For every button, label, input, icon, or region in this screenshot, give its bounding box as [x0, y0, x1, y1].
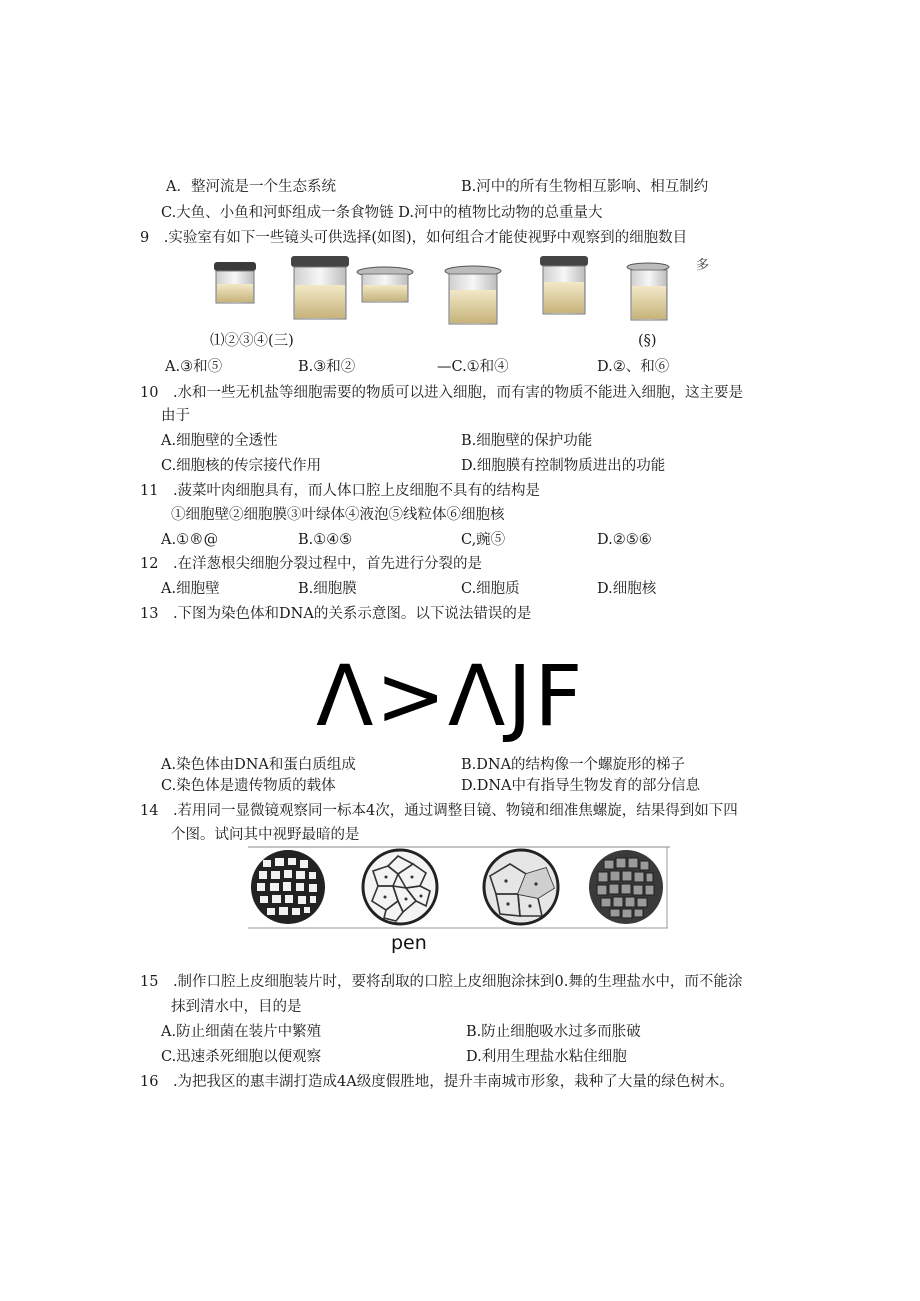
q14-stem-cont: 个图。试问其中视野最暗的是	[171, 827, 360, 843]
q13-stem: 13 .下图为染色体和DNA的关系示意图。以下说法错误的是	[140, 606, 532, 622]
q16-stem: 16 .为把我区的惠丰湖打造成4A级度假胜地，提升丰南城市形象，栽种了大量的绿色树木。	[140, 1074, 734, 1090]
lens-figure	[205, 252, 685, 332]
q11-stem: 11 .菠菜叶肉细胞具有，而人体口腔上皮细胞不具有的结构是	[140, 483, 541, 499]
q9-option-b: B.③和②	[298, 359, 356, 375]
q8-option-a: A．整河流是一个生态系统	[166, 179, 336, 195]
q8-option-b: B.河中的所有生物相互影响、相互制约	[461, 179, 709, 195]
microscope-view-4-icon	[589, 850, 663, 924]
lens-2-icon	[291, 256, 349, 319]
lens-5-icon	[540, 256, 588, 314]
q9-option-c: —C.①和④	[437, 359, 509, 375]
q10-stem: 10 .水和一些无机盐等细胞需要的物质可以进入细胞，而有害的物质不能进入细胞，这主要是	[140, 385, 744, 401]
q9-overflow-char: 多	[696, 258, 710, 273]
q13-option-b: B.DNA的结构像一个螺旋形的梯子	[461, 757, 686, 773]
q15-stem-cont: 抹到清水中，目的是	[171, 999, 302, 1015]
lens-6-icon	[627, 263, 669, 320]
q12-option-b: B.细胞膜	[298, 581, 357, 597]
lens-label-left: ⑴②③④(三)	[210, 333, 294, 349]
q15-stem: 15 .制作口腔上皮细胞装片时，要将刮取的口腔上皮细胞涂抹到0.舞的生理盐水中，而不能涂	[140, 974, 743, 990]
microscope-view-2-icon	[363, 850, 437, 924]
q15-option-c: C.迅速杀死细胞以便观察	[161, 1049, 322, 1065]
lens-1-icon	[214, 262, 256, 303]
q10-stem-cont: 由于	[161, 408, 190, 424]
q13-option-a: A.染色体由DNA和蛋白质组成	[161, 757, 356, 773]
q12-option-c: C.细胞质	[461, 581, 520, 597]
q11-option-b: B.①④⑤	[298, 532, 353, 548]
lens-3-icon	[357, 267, 413, 302]
q10-option-d: D.细胞膜有控制物质进出的功能	[461, 458, 666, 474]
q10-option-c: C.细胞核的传宗接代作用	[161, 458, 322, 474]
q15-option-b: B.防止细胞吸水过多而胀破	[466, 1024, 641, 1040]
q12-option-d: D.细胞核	[597, 581, 657, 597]
q9-option-d: D.②、和⑥	[597, 359, 670, 375]
q11-option-d: D.②⑤⑥	[597, 532, 652, 548]
q15-option-a: A.防止细菌在装片中繁殖	[161, 1024, 322, 1040]
lens-4-icon	[445, 266, 501, 324]
microscope-figure-caption: pen	[391, 932, 427, 954]
microscope-view-1-icon	[251, 850, 325, 924]
q9-option-a: A.③和⑤	[165, 359, 223, 375]
q12-option-a: A.细胞壁	[161, 581, 220, 597]
lens-label-right: (§)	[638, 333, 657, 349]
q11-option-a: A.①®@	[161, 532, 219, 548]
q10-option-a: A.细胞壁的全透性	[161, 433, 278, 449]
microscope-view-3-icon	[484, 850, 558, 924]
chromosome-dna-figure-text: Λ>ΛJF	[316, 647, 585, 745]
microscope-views-figure	[248, 846, 670, 930]
q14-stem: 14 .若用同一显微镜观察同一标本4次，通过调整目镜、物镜和细准焦螺旋，结果得到如下四	[140, 803, 738, 819]
q12-stem: 12 .在洋葱根尖细胞分裂过程中，首先进行分裂的是	[140, 556, 483, 572]
q11-items: ①细胞壁②细胞膜③叶绿体④液泡⑤线粒体⑥细胞核	[171, 507, 505, 523]
q13-option-c: C.染色体是遗传物质的载体	[161, 778, 336, 794]
q13-option-d: D.DNA中有指导生物发育的部分信息	[461, 778, 701, 794]
q8-option-cd: C.大鱼、小鱼和河虾组成一条食物链 D.河中的植物比动物的总重量大	[161, 205, 603, 221]
q10-option-b: B.细胞壁的保护功能	[461, 433, 593, 449]
q15-option-d: D.利用生理盐水粘住细胞	[466, 1049, 627, 1065]
q11-option-c: C,豌⑤	[461, 532, 506, 548]
q9-stem: 9 .实验室有如下一些镜头可供选择(如图)，如何组合才能使视野中观察到的细胞数目	[140, 230, 688, 246]
